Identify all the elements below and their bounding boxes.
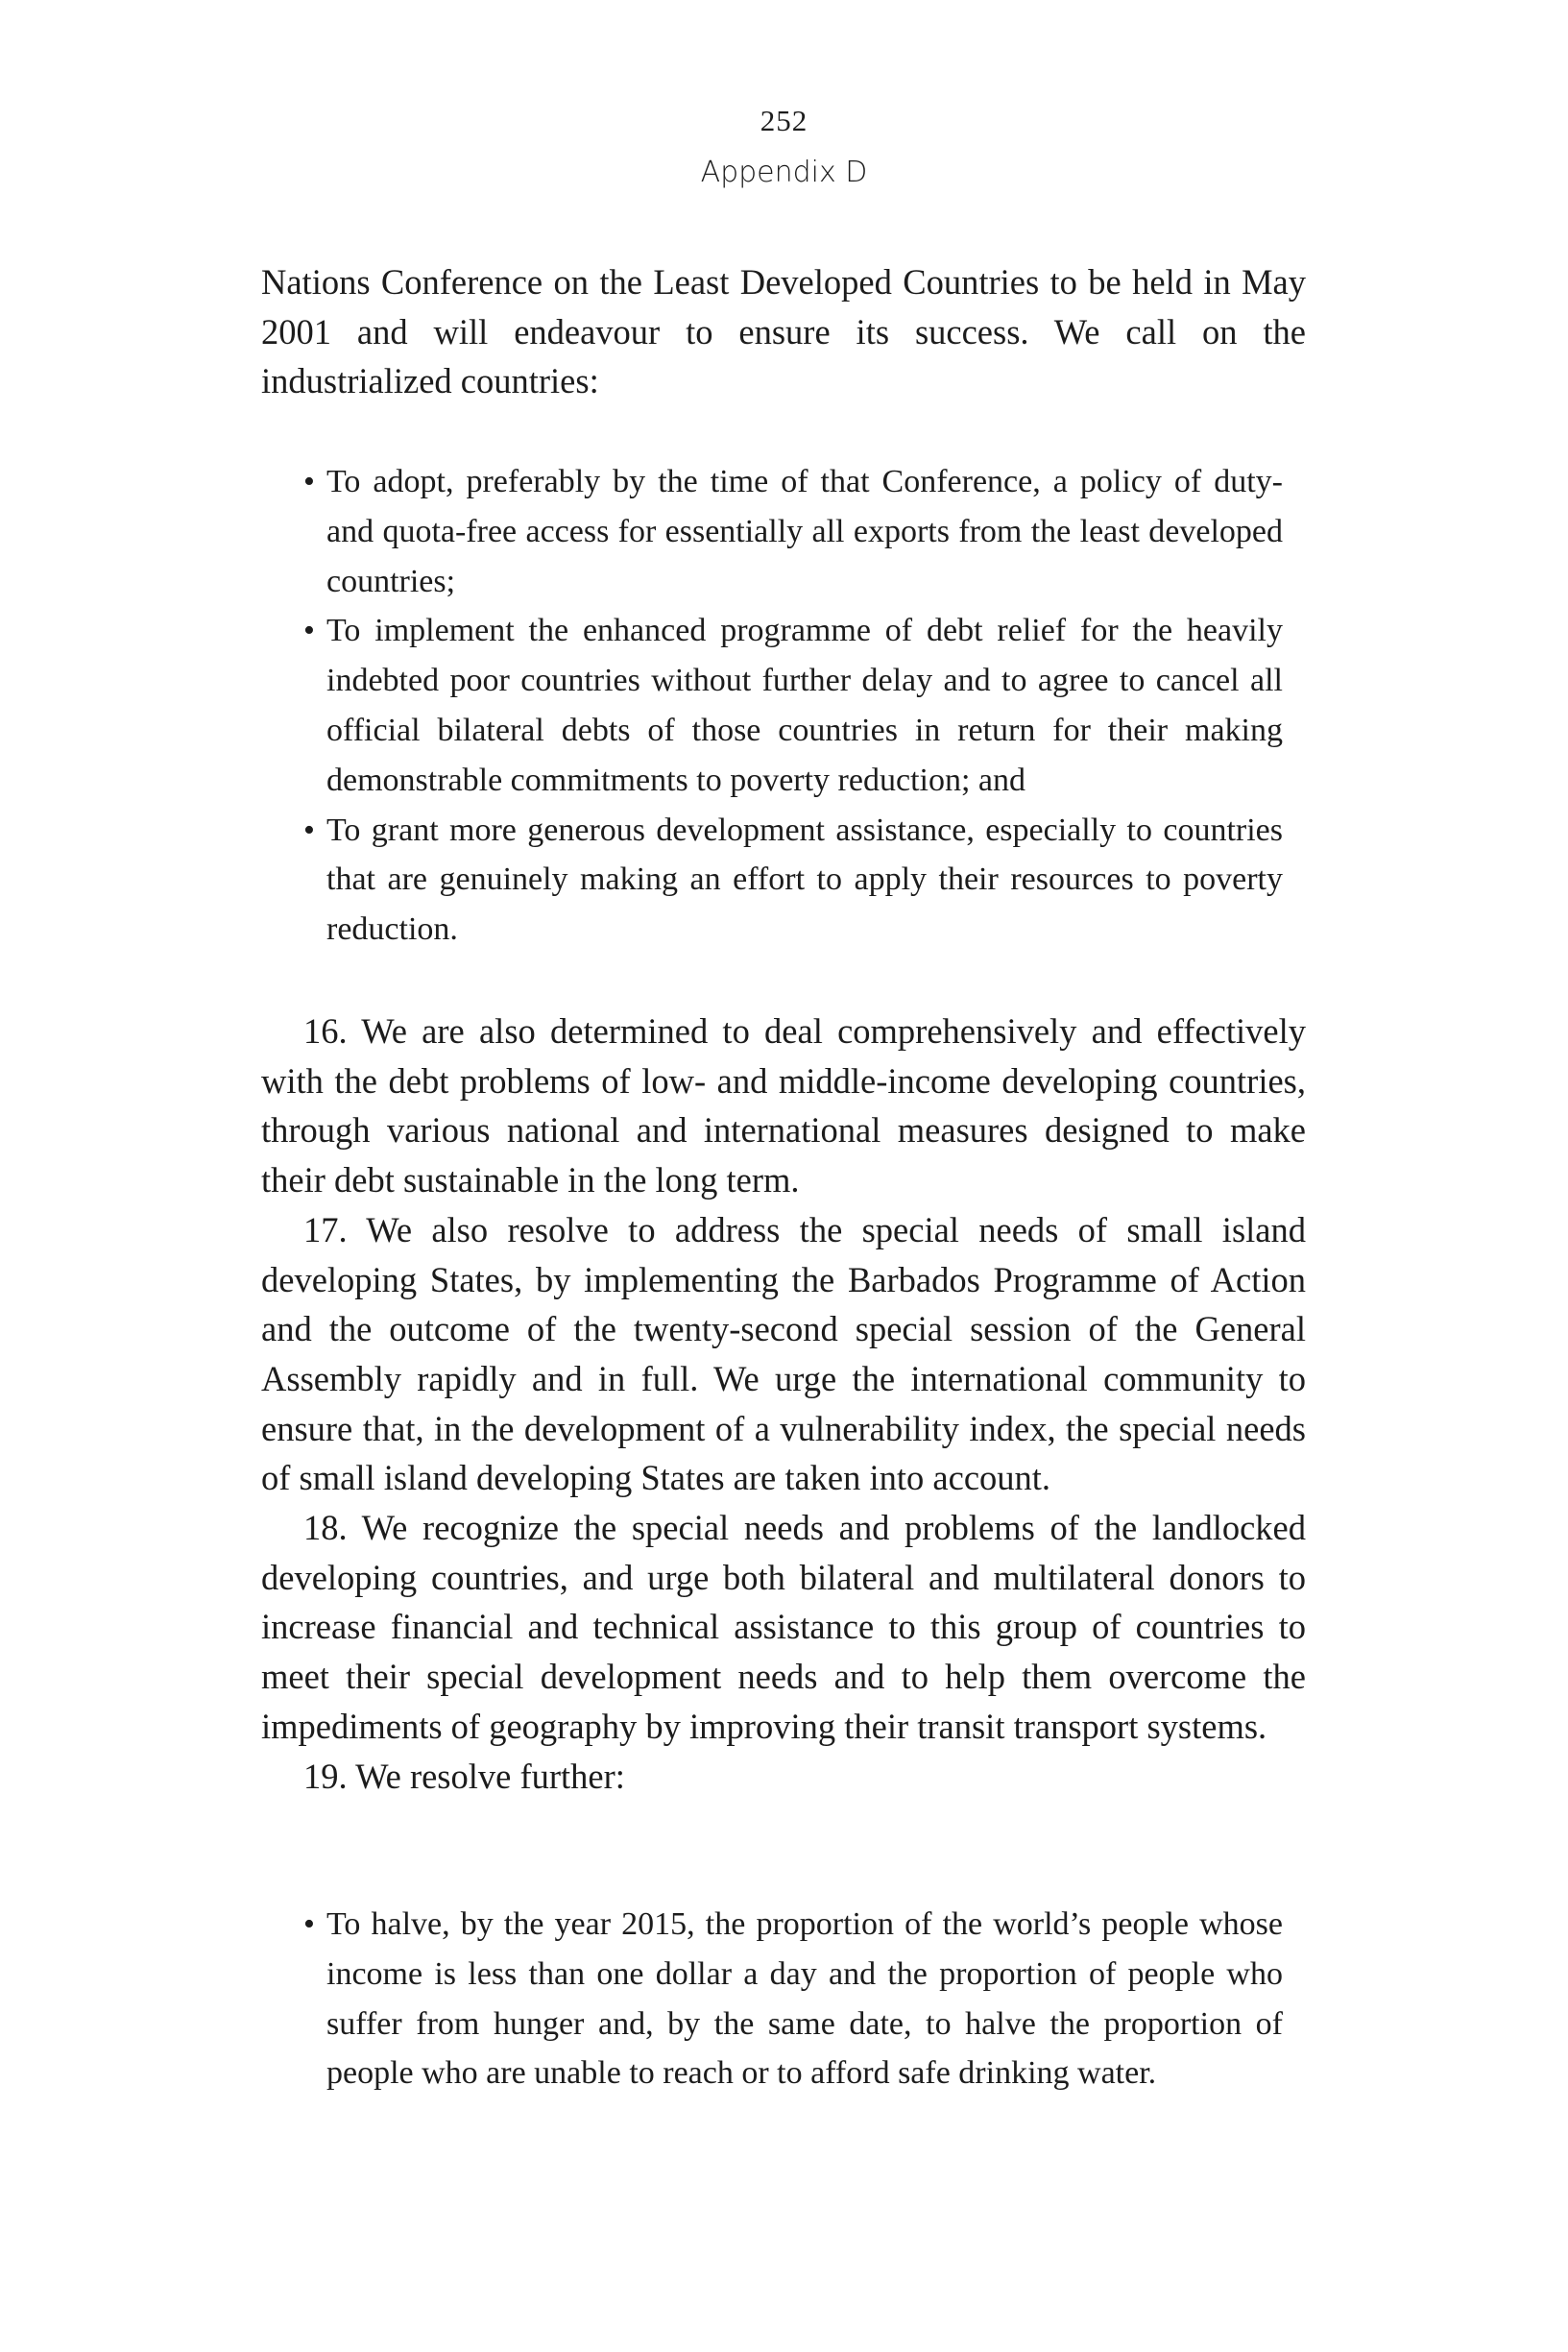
bullet-icon: • bbox=[303, 613, 315, 649]
intro-paragraph: Nations Conference on the Least Developed Countries to be held in May 2001 and will endeavour to ensure its success. We call on the industrialized countries: bbox=[261, 262, 1306, 401]
paragraph-18: 18. We recognize the special needs and problems of the landlocked developing countries, and urge both bilateral and multilateral donors to increase financial and technical assistance to this group of countries to meet their special development needs and to help them overcome the impediments of geography by improving their transit transport systems. bbox=[261, 1508, 1306, 1746]
bullet-icon: • bbox=[303, 464, 315, 499]
list-item-text: To adopt, preferably by the time of that Conference, a policy of duty- and quota-free access for essentially all exports from the least developed countries; bbox=[326, 464, 1283, 599]
list-item-text: To implement the enhanced programme of debt relief for the heavily indebted poor countries without further delay and to agree to cancel all official bilateral debts of those countries in return for their making demonstrable commitments to poverty reduction; and bbox=[326, 613, 1283, 798]
paragraph-17: 17. We also resolve to address the special needs of small island developing States, by implementing the Barbados Programme of Action and the outcome of the twenty-second special session of the General Assembly rapidly and in full. We urge the international community to ensure that, in the development of a vulnerability index, the special needs of small island developing States are taken into account. bbox=[261, 1209, 1306, 1498]
list-item bbox=[303, 806, 1283, 955]
intro-paragraph-block bbox=[261, 257, 1306, 406]
list-item-text: To grant more generous development assistance, especially to countries that are genuinely making an effort to apply their resources to poverty reduction. bbox=[326, 812, 1283, 948]
paragraph-19: 19. We resolve further: bbox=[303, 1756, 625, 1796]
list-item bbox=[303, 606, 1283, 805]
list-item bbox=[303, 457, 1283, 606]
numbered-paragraphs bbox=[261, 1006, 1306, 1801]
page-number: 252 bbox=[760, 104, 808, 137]
bullet-icon: • bbox=[303, 1906, 315, 1942]
list-item-text: To halve, by the year 2015, the proportion of the world’s people whose income is less than one dollar a day and the proportion of people who suffer from hunger and, by the same date, to halve the proportion of people who are unable to reach or to afford safe drinking water. bbox=[326, 1906, 1283, 2092]
paragraph-16: 16. We are also determined to deal comprehensively and effectively with the debt problems of low- and middle-income developing countries, through various national and international measures designed to make their debt sustainable in the long term. bbox=[261, 1011, 1306, 1200]
bullet-icon: • bbox=[303, 812, 315, 848]
running-header-title: Appendix D bbox=[700, 156, 868, 189]
list-item bbox=[303, 1900, 1283, 2098]
bullet-list-resolve bbox=[303, 1900, 1283, 2098]
bullet-list-industrialized bbox=[303, 457, 1283, 955]
